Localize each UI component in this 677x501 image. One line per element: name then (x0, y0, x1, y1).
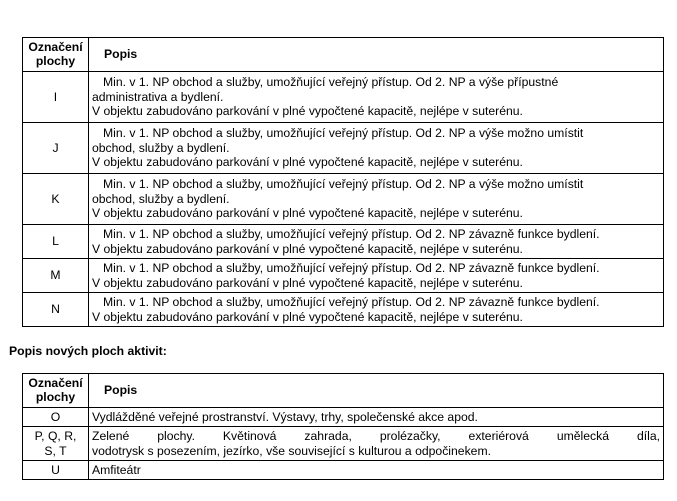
description-line: vodotrysk s posezením, jezírko, vše související s kulturou a odpočinekem. (92, 443, 491, 458)
row-code: I (23, 72, 89, 123)
description-line: Min. v 1. NP obchod a služby, umožňující veřejný přístup. Od 2. NP závazně funkce bydlení. (103, 227, 600, 242)
header-code-cell (23, 374, 89, 408)
header-code-label-line2: plochy (35, 389, 76, 404)
header-desc-cell: Popis (89, 38, 664, 72)
row-description (89, 225, 664, 259)
description-line: V objektu zabudováno parkování v plné vypočtené kapacitě, nejlépe v suterénu. (92, 275, 523, 290)
table-row (23, 461, 664, 480)
table-row (23, 408, 664, 427)
description-line: V objektu zabudováno parkování v plné vypočtené kapacitě, nejlépe v suterénu. (92, 241, 523, 256)
table-row (23, 174, 664, 225)
description-line: administrativa a bydlení. (92, 89, 224, 104)
table-row (23, 225, 664, 259)
description-line: Min. v 1. NP obchod a služby, umožňující veřejný přístup. Od 2. NP a výše přípustné (103, 75, 559, 90)
row-description (89, 461, 664, 480)
header-desc-cell: Popis (89, 374, 664, 408)
table-row (23, 123, 664, 174)
row-code-line1: P, Q, R, (34, 429, 77, 444)
table-header-row (23, 374, 664, 408)
description-line: Min. v 1. NP obchod a služby, umožňující veřejný přístup. Od 2. NP závazně funkce bydlení. (103, 295, 600, 310)
row-description (89, 427, 664, 461)
description-line: Amfiteátr (92, 462, 141, 477)
land-use-table (22, 37, 664, 327)
row-code: L (23, 225, 89, 259)
row-code: K (23, 174, 89, 225)
new-activity-areas-table (22, 373, 664, 480)
header-code-label-line2: plochy (35, 53, 76, 68)
row-description (89, 72, 664, 123)
row-code: O (23, 408, 89, 427)
description-line: V objektu zabudováno parkování v plné vypočtené kapacitě, nejlépe v suterénu. (92, 155, 523, 170)
description-line: Min. v 1. NP obchod a služby, umožňující veřejný přístup. Od 2. NP a výše možno umístit (103, 126, 584, 141)
description-line: Zelené plochy. Květinová zahrada, prolézačky, exteriérová umělecká díla, (92, 429, 660, 444)
header-code-cell (23, 38, 89, 72)
row-code: U (23, 461, 89, 480)
table-row (23, 427, 664, 461)
section-title: Popis nových ploch aktivit: (9, 344, 167, 358)
table-row (23, 72, 664, 123)
table-row (23, 259, 664, 293)
table-row (23, 293, 664, 327)
row-code (23, 427, 89, 461)
description-line: Min. v 1. NP obchod a služby, umožňující veřejný přístup. Od 2. NP závazně funkce bydlení. (103, 261, 600, 276)
description-line: Vydlážděné veřejné prostranství. Výstavy, trhy, společenské akce apod. (92, 409, 478, 424)
row-code: N (23, 293, 89, 327)
description-line: obchod, služby a bydlení. (92, 140, 230, 155)
row-code-line2: S, T (44, 443, 67, 458)
description-line: Min. v 1. NP obchod a služby, umožňující veřejný přístup. Od 2. NP a výše možno umístit (103, 177, 584, 192)
header-code-label-line1: Označení (28, 376, 83, 390)
row-description (89, 259, 664, 293)
row-description (89, 123, 664, 174)
row-code: J (23, 123, 89, 174)
description-line: obchod, služby a bydlení. (92, 191, 230, 206)
row-description (89, 293, 664, 327)
row-description (89, 408, 664, 427)
description-line: V objektu zabudováno parkování v plné vypočtené kapacitě, nejlépe v suterénu. (92, 309, 523, 324)
table-header-row (23, 38, 664, 72)
row-description (89, 174, 664, 225)
description-line: V objektu zabudováno parkování v plné vypočtené kapacitě, nejlépe v suterénu. (92, 206, 523, 221)
description-line: V objektu zabudováno parkování v plné vypočtené kapacitě, nejlépe v suterénu. (92, 104, 523, 119)
header-code-label-line1: Označení (28, 40, 83, 54)
row-code: M (23, 259, 89, 293)
